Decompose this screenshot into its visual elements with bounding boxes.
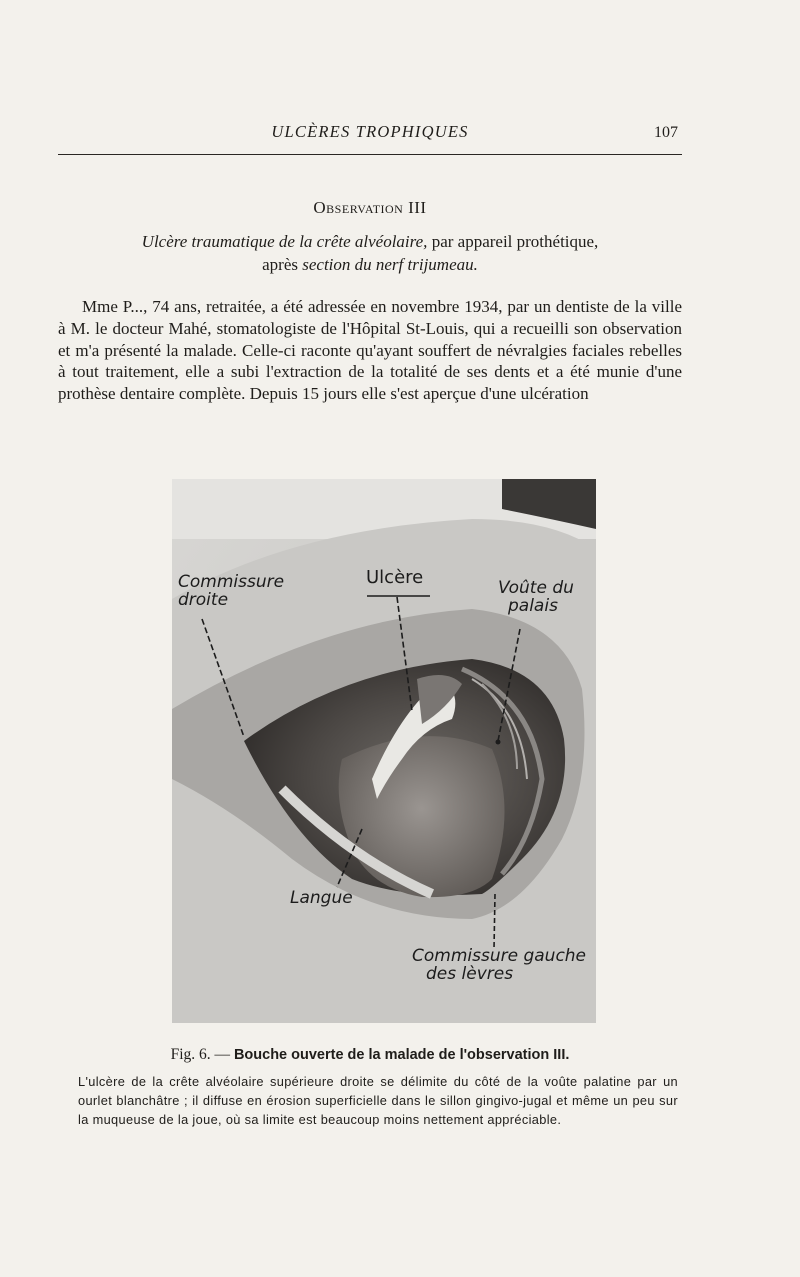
observation-title-italic-2: section du nerf trijumeau. — [302, 255, 478, 274]
mouth-photograph — [172, 479, 596, 1023]
figure-caption-title — [58, 1046, 682, 1064]
body-paragraph: Mme P..., 74 ans, retraitée, a été adressée en novembre 1934, par un dentiste de la ville à M. le docteur Mahé, stomatologiste de l'Hôpital St-Louis, qui a recueilli son observation et m'a présenté la malade. Celle-ci raconte qu'ayant souffert de névralgies faciales rebelles à tout traitement, elle a subi l'extraction de la totalité de ses dents et a été munie d'une prothèse dentaire complète. Depuis 15 jours elle s'est aperçue d'une ulcération — [58, 297, 682, 404]
observation-heading: Observation III — [313, 198, 427, 217]
running-head — [58, 118, 682, 148]
label-commissure-gauche-line-1: Commissure gauche — [412, 946, 587, 966]
running-title: ULCÈRES TROPHIQUES — [271, 122, 469, 141]
label-commissure-gauche — [412, 947, 586, 983]
label-voute-line-1: Voûte du — [498, 578, 574, 598]
figure-caption-heading: Bouche ouverte de la malade de l'observation III. — [233, 1047, 570, 1063]
label-commissure-droite-line-2: droite — [178, 590, 229, 610]
label-commissure-gauche-line-2: des lèvres — [426, 964, 514, 984]
observation-title-plain-2: après — [262, 255, 303, 274]
figure-number: Fig. 6. — — [170, 1046, 234, 1063]
page-number: 107 — [654, 124, 678, 141]
header-rule — [58, 154, 682, 155]
observation-title-plain-1: par appareil prothétique, — [427, 232, 599, 251]
label-commissure-droite-line-1: Commissure — [178, 572, 285, 592]
observation-title-italic-1: Ulcère traumatique de la crête alvéolaire, — [141, 232, 428, 251]
label-voute-du-palais — [498, 579, 574, 615]
label-commissure-droite — [178, 573, 284, 609]
label-langue: Langue — [290, 888, 353, 908]
figure-photo — [172, 479, 596, 1023]
label-ulcere: Ulcère — [366, 567, 424, 588]
observation-title — [58, 230, 682, 276]
figure-caption-text: L'ulcère de la crête alvéolaire supérieure droite se délimite du côté de la voûte palatine par un ourlet blanchâtre ; il diffuse en érosion superficielle dans le sillon gingivo-jugal et même un peu sur la muqueuse de la joue, où sa limite est beaucoup moins nettement appréciable. — [78, 1074, 678, 1127]
label-voute-line-2: palais — [508, 596, 558, 616]
